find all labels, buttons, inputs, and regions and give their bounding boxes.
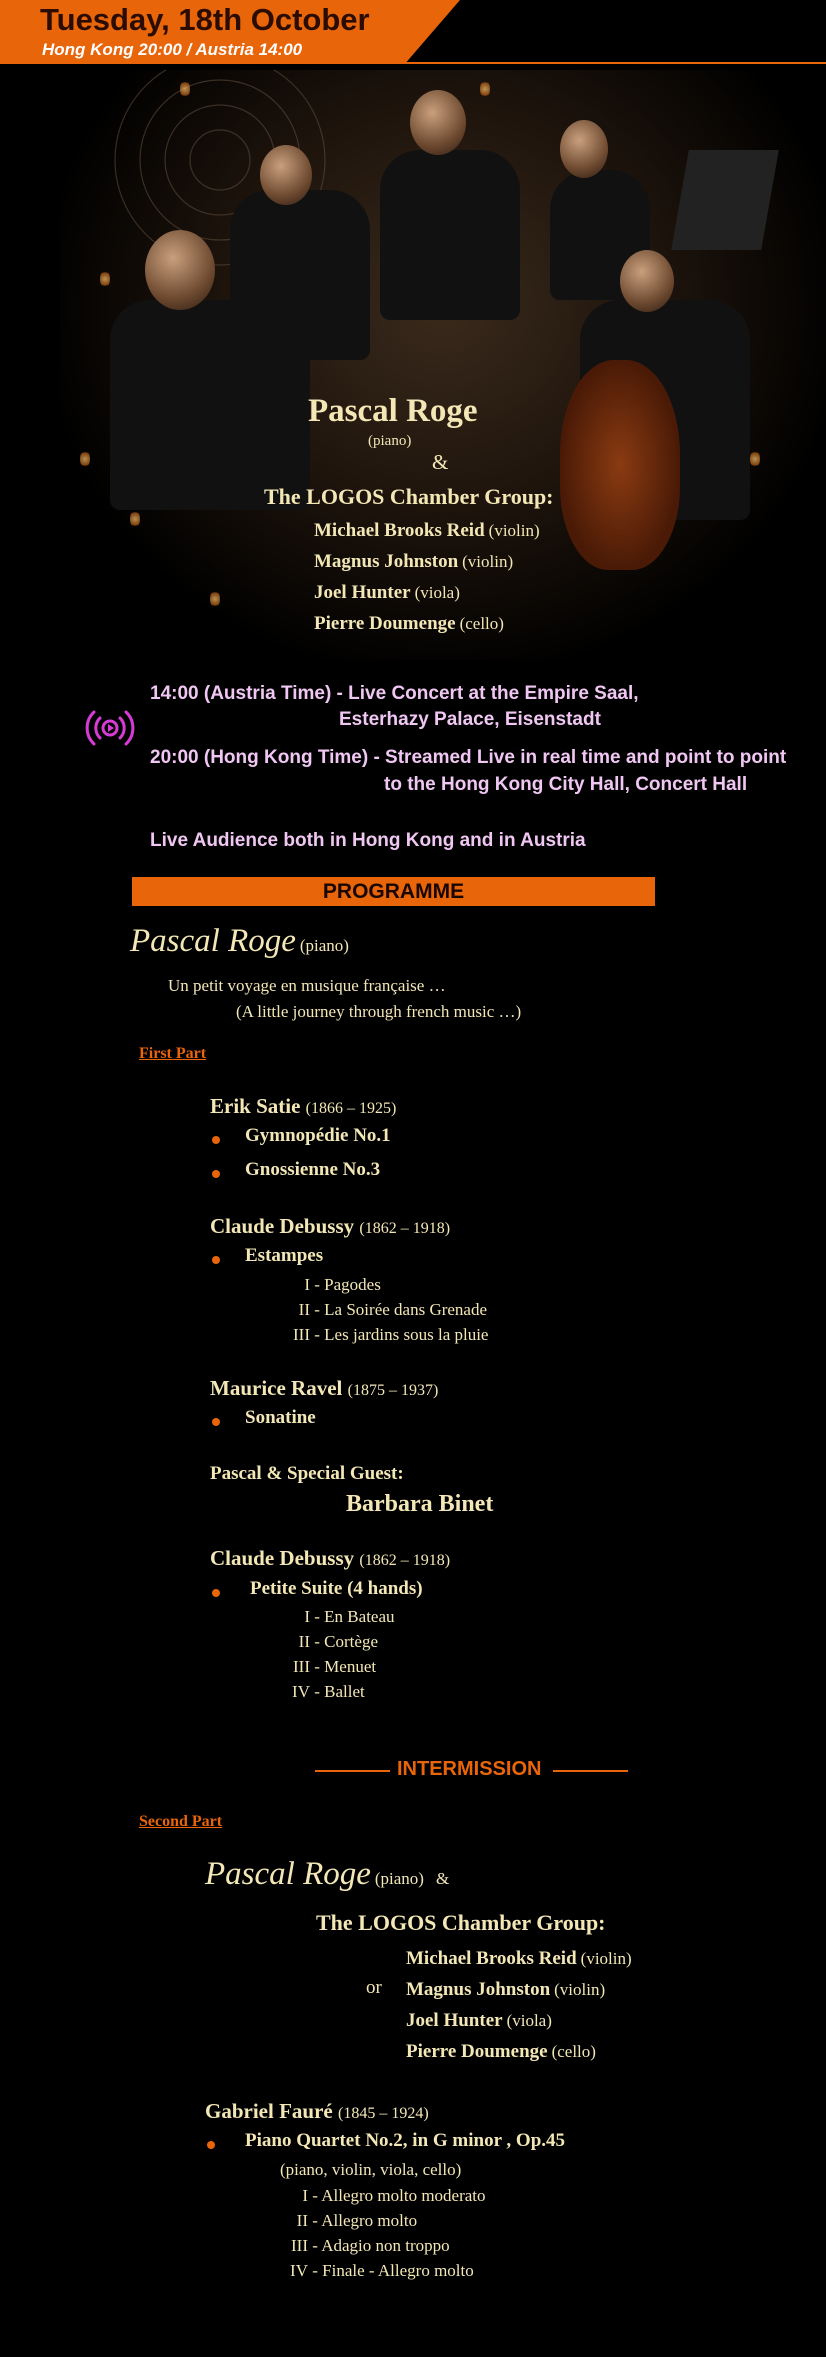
intermission-label: INTERMISSION (397, 1758, 542, 1780)
faure-instruments: (piano, violin, viola, cello) (280, 2160, 462, 2179)
hero-member: Michael Brooks Reid (violin) (314, 520, 540, 541)
broadcast-icon (80, 704, 140, 752)
second-soloist-line: Pascal Roge (piano) & (205, 1856, 450, 1892)
programme-soloist-line: Pascal Roge (piano) (130, 923, 349, 959)
programme-header: PROGRAMME (132, 877, 655, 906)
hero-group: The LOGOS Chamber Group: (264, 484, 554, 509)
composer-debussy: Claude Debussy (1862 – 1918) (210, 1214, 451, 1238)
second-member: Pierre Doumenge (cello) (406, 2041, 596, 2062)
piece-gnossienne: Gnossienne No.3 (245, 1159, 381, 1180)
live-hongkong-line2: to the Hong Kong City Hall, Concert Hall (384, 774, 748, 795)
live-austria-line2: Esterhazy Palace, Eisenstadt (339, 709, 601, 730)
concert-time: Hong Kong 20:00 / Austria 14:00 (42, 40, 303, 59)
programme-subtitle-en: (A little journey through french music …) (236, 1002, 522, 1021)
second-members (406, 1944, 632, 2068)
piece-sonatine: Sonatine (245, 1407, 316, 1428)
piece-petite-suite: Petite Suite (4 hands) (250, 1578, 423, 1599)
piece-estampes: Estampes (245, 1245, 324, 1266)
movement-row: III - Adagio non troppo (291, 2236, 450, 2255)
movement-row: II - La Soirée dans Grenade (298, 1300, 488, 1319)
estampes-movements (270, 1275, 540, 1350)
movement-row: IV - Ballet (292, 1682, 365, 1701)
header-divider (0, 62, 826, 64)
piece-gymnopedie: Gymnopédie No.1 (245, 1125, 391, 1146)
composer-debussy-2: Claude Debussy (1862 – 1918) (210, 1546, 451, 1570)
composer-ravel: Maurice Ravel (1875 – 1937) (210, 1376, 439, 1400)
concert-date: Tuesday, 18th October (40, 2, 370, 37)
movement-row: I - Allegro molto moderato (302, 2186, 486, 2205)
hero-member: Joel Hunter (viola) (314, 582, 460, 603)
bullet (207, 2141, 215, 2149)
second-part-label: Second Part (139, 1813, 223, 1830)
faure-movements (268, 2186, 558, 2286)
movement-row: II - Allegro molto (296, 2211, 418, 2230)
movement-row: I - Pagodes (304, 1275, 381, 1294)
intermission-rule-right (553, 1770, 628, 1772)
hero-members (314, 516, 540, 640)
bullet (212, 1418, 220, 1426)
hero-soloist-role: (piano) (368, 433, 412, 449)
piece-piano-quartet: Piano Quartet No.2, in G minor , Op.45 (245, 2130, 566, 2151)
live-audience: Live Audience both in Hong Kong and in Austria (150, 830, 586, 851)
guest-name: Barbara Binet (346, 1491, 494, 1517)
bullet (212, 1170, 220, 1178)
second-member: Magnus Johnston (violin) (406, 1979, 606, 2000)
movement-row: III - Les jardins sous la pluie (293, 1325, 489, 1344)
hero-member: Magnus Johnston (violin) (314, 551, 514, 572)
live-austria-line1: 14:00 (Austria Time) - Live Concert at the Empire Saal, (150, 683, 639, 704)
bullet (212, 1256, 220, 1264)
bullet (212, 1136, 220, 1144)
second-group: The LOGOS Chamber Group: (316, 1910, 606, 1935)
guest-intro: Pascal & Special Guest: (210, 1463, 404, 1484)
movement-row: II - Cortège (298, 1632, 378, 1651)
movement-row: III - Menuet (293, 1657, 377, 1676)
composer-faure: Gabriel Fauré (1845 – 1924) (205, 2099, 429, 2123)
movement-row: IV - Finale - Allegro molto (290, 2261, 474, 2280)
second-member: Joel Hunter (viola) (406, 2010, 552, 2031)
intermission-rule-left (315, 1770, 390, 1772)
or-label: or (366, 1977, 382, 1998)
composer-satie: Erik Satie (1866 – 1925) (210, 1094, 397, 1118)
live-hongkong-line1: 20:00 (Hong Kong Time) - Streamed Live in real time and point to point (150, 747, 787, 768)
hero-soloist: Pascal Roge (308, 393, 478, 429)
hero-member: Pierre Doumenge (cello) (314, 613, 504, 634)
petite-suite-movements (270, 1607, 470, 1707)
hero-ampersand: & (432, 450, 449, 474)
bullet (212, 1589, 220, 1597)
first-part-label: First Part (139, 1045, 207, 1062)
second-member: Michael Brooks Reid (violin) (406, 1948, 632, 1969)
programme-subtitle-fr: Un petit voyage en musique française … (168, 976, 446, 995)
movement-row: I - En Bateau (304, 1607, 395, 1626)
